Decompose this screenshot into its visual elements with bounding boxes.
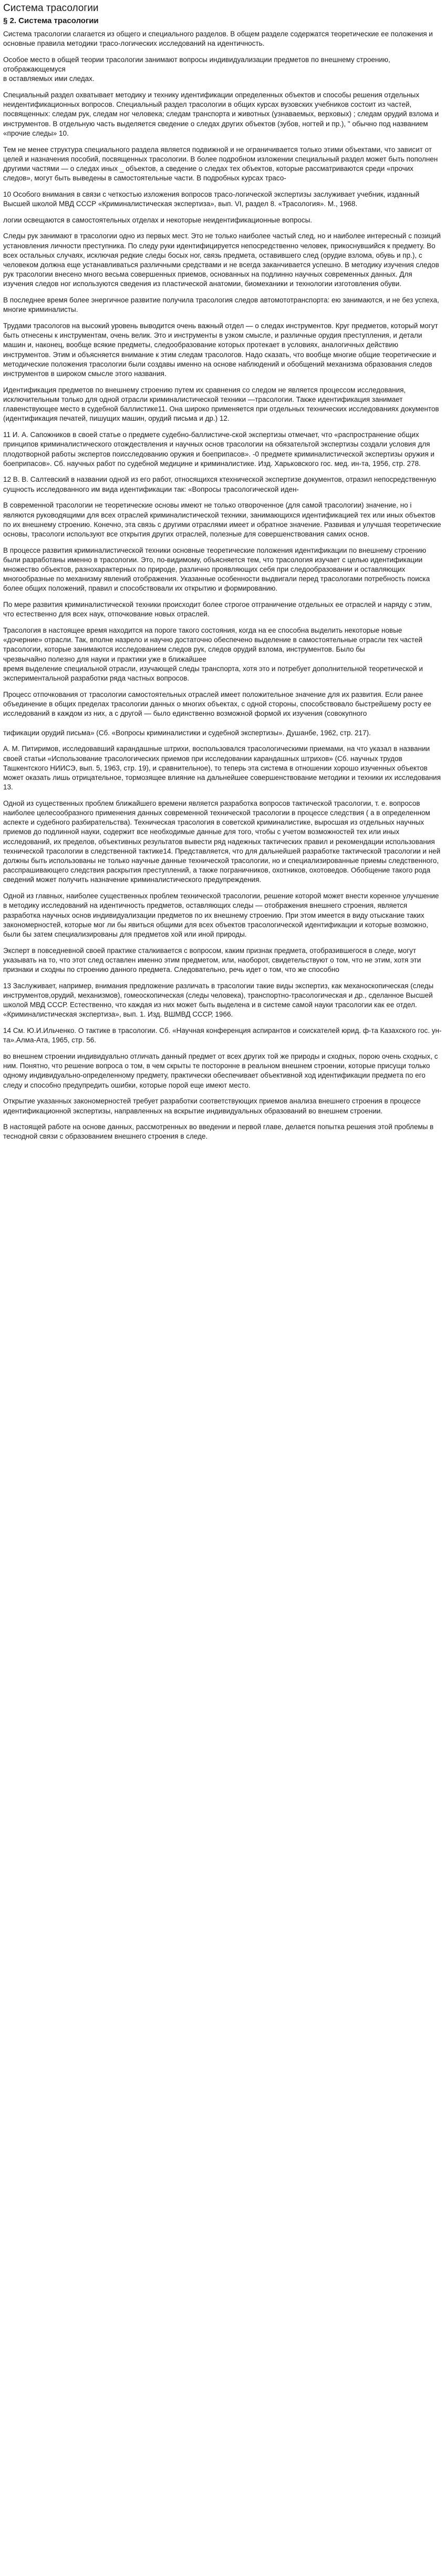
paragraph: Тем не менее структура специального раздела является подвижной и не ограничивается только этими объектами, что зависит от целей и назначения пособий, посвященных трасологии. В более подробном изложении специальный раздел может быть пополнен другими частями — о следах иных _ объектов, а сведение о следах тех объектов, которые рассматриваются среди «прочих следов», могут быть выведены в самостоятельные части. В подробных курсах трасо- [3,145,438,182]
paragraph: Трудами трасологов на высокий уровень выводится очень важный отдел — о следах инструментов. Круг предметов, который могут быть отнесены к инструментам, очень велик. Это и инструменты в узком смысле, и различные орудия преступления, и детали машин и, наконец, вообще всякие предметы, следообразование которых протекает в условиях, аналогичных действию инструментов. Этим и объясняется внимание к этим следам трасологов. Надо сказать, что вообще многие общие теоретические и методические положения трасологии были создавы именно на основе наблюдений и обобщений механизма образования следов инструментов в широком смысле этого названия. [3,322,438,378]
document-body [3,29,442,1142]
paragraph: Особое место в общей теории трасологии занимают вопросы индивидуализации предметов по внешнему строению, отображающемуся в оставляемых ими следах. [3,55,390,83]
paragraph: Следы рук занимают в трасологии одно из первых мест. Это не только наиболее частый след, но и наиболее интересный с позиций установления личности преступника. По следу руки идентифицируется непосредственно человек, прикоснувшийся к предмету. Во всех остальных случаях, исключая редкие следы босых ног, связь предмета, оставившего след (орудие взлома, обувь и пр.), с человеком должна еще устанавливаться различными средствами и не всегда заканчивается успешно. В методику изучения следов рук трасологии внесено много весьма совершенных приемов, основанных на подлинно научных современных данных. Для изучения следов ног используются сведения из пластической анатомии, биомеханики и технологии изготовления обуви. [3,232,441,288]
paragraph: В современной трасологии не теоретические основы имеют не только отвороченное (для самой трасологии) значение, но i являются руководящими для всех отраслей криминалистической техники, занимающихся идентификацией тех или иных объектов по их внешнему строению. Конечно, эта связь с другими отраслями имеет и обратное значение. Развивая и улучшая теоретические основы, трасологи используют все открытия других отраслей, полезные для совершенствования самих основ. [3,501,441,538]
paragraph: Одной из главных, наиболее существенных проблем технической трасологии, решение которой может внести коренное улучшение в методику исследований на идентичность предметов, оставляющих следы — отображения внешнего строения, является разработка научных основ индивидуализации предметов по их внешнему строению. При этом имеется в виду отыскание таких закономерностей, которые мог ли бы явиться общими для всех объектов трасологической идентификации и которые возможно, были бы затем специализированы для предметов хой или иной природы. [3,892,439,938]
paragraph: Трасология в настоящее время находится на пороге такого состояния, когда на ее способна выделить некоторые новые «дочерние» отрасли. Так, вполне назрело и научно достаточно обеспечено выделение в самостоятельные отрасли тех частей трасологии, которые занимаются исследованием следов рук, следов орудий взлома, инструментов. Было бы чрезвычайно полезно для науки и практики уже в ближайшее время выделение специальной отрасли, изучающей следы транспорта, хотя это и потребует дополнительной теоретической и экспериментальной разработки ряда частных вопросов. [3,626,423,683]
document-page [0,0,445,1159]
footnote: 13 Заслуживает, например, внимания предложение различать в трасологии такие виды экспертиз, как механоскопическая (следы инструментов,орудий, механизмов), гомеоскопическая (следы человека), транспортно-трасологическая и др., сделанное Высшей школой МВД СССР. Естественно, что каждая из них может быть выделена и в системе самой науки трасологии как ее отдел. «Криминалистическая экспертиза», вып. 1. Изд. ВШМВД СССР, 1966. [3,981,434,1019]
paragraph: А. М. Питиримов, исследовавший карандашные штрихи, воспользовался трасологическими приемами, на что указал в названии своей статьи «Использование трасологических приемов при исследовании карандашных штрихов» (Сб. научных трудов Ташкентского НИИСЭ, вып. 5, 1963, стр. 19), и сравнительное), то теперь эта система в отношении хорошо изученных объектов может оказать лишь отрицательное, тормозящее влияние на дальнейшее совершенствование методики и техники их исследования 13. [3,745,441,792]
page-title: Система трасологии [3,3,99,14]
paragraph: Идентификация предметов по внешнему строению путем их сравнения со следом не является процессом исследования, исключительным только для одной отрасли криминалистической техники —трасологии. Также идентификация занимает главенствующее место в судебной баллистике11. Она широко применяется при отдельных технических исследованиях документов (идентификация печатей, пишущих машин, орудий письма и др.) 12. [3,386,439,423]
paragraph: Открытие указанных закономерностей требует разработки соответствующих приемов анализа внешнего строения в процессе идентификационной экспертизы, направленных на вскрытие индивидуальных образований во внешнем строении. [3,1097,421,1115]
paragraph: По мере развития криминалистической техники происходит более строгое отграничение отдельных ее отраслей и наряду с этим, что естественно для всех наук, отпочкование новых отраслей. [3,601,432,618]
paragraph: Система трасологии слагается из общего и специального разделов. В общем разделе содержатся теоретические ее положения и основные правила методики трасо-логических исследований на идентичность. [3,30,433,48]
footnote: 10 Особого внимания в связи с четкостью изложения вопросов трасо-логической экспертизы заслуживает учебник, изданный Высшей школой МВД СССР «Криминалистическая экспертиза», вып. VI, раздел 8. «Трасология». М., 1968. [3,190,420,208]
paragraph: В процессе развития криминалистической техники основные теоретические положения идентификации по внешнему строению были разработаны именно в трасологии. Это, по-видимому, объясняется тем, что трасология изучает с целью идентификации множество объектов, разнохарактерных по природе, различно проявляющих себя при следообразовании и оставляющих многообразные по механизму явлений отображения. Указанные особенности выдвигали перед трасологами потребность поиска более общих положений, правил и способствовали их открытию и формированию. [3,546,430,593]
paragraph: Специальный раздел охватывает методику и технику идентификации определенных объектов и способы решения отдельных неидентификационных вопросов. Специальный раздел трасологии в общих курсах вузовских учебников состоит из частей, посвященных: следам рук, следам ног человека; следам транспорта и животных (узнаваемых, верховых) ; следам орудий взлома и инструментов. В отдельную часть выделяется сведение о следах других объектов (зубов, ногтей и пр.), " обычно под названием «прочие следы» 10. [3,91,439,137]
paragraph: Процесс отпочкования от трасологии самостоятельных отраслей имеет положительное значение для их развития. Если ранее объединение в общих пределах трасологии данных о многих объектах, с одной стороны, способствовало быстрейшему росту ее исследований в каждом из них, а с другой — было единственно возможной формой их изучения (совокупного тификации орудий письма» (Сб. «Вопросы криминалистики и судебной экспертизы». Душанбе, 1962, стр. 217). [3,690,431,737]
footnote: 11 И. А. Сапожников в своей статье о предмете судебно-баллистиче-ской экспертизы отмечает, что «распространение общих принципов криминалистического отождествления и научных основ трасологии на обязательтой экспертизы создали условия для плодотворной работы экспертов поисследованию оружия и боеприпасов». -0 предмете криминалистической экспертизы оружия и боеприпасов». Сб. научных работ по судебной медицине и криминалистике. Изд. Харьковского гос. мед. ин-та, 1956, стр. 278. [3,431,434,468]
paragraph: В настоящей работе на основе данных, рассмотренных во введении и первой главе, делается попытка решения этой проблемы в теснодной связи с образованием внешнего строения в следе. [3,1123,434,1141]
section-heading: § 2. Система трасологии [3,16,99,25]
paragraph: В последнее время более энергичное развитие получила трасология следов автомототранспорта: ею занимаются, и не без успеха, многие криминалисты. [3,296,439,314]
paragraph: Одной из существенных проблем ближайшего времени является разработка вопросов тактической трасологии, т. е. вопросов наиболее целесообразного применения данных современной технической трасологии в процессе следствия ( а в определенном аспекте и судебного разбирательства). Техническая трасология в советской криминалистике, выросшая из отдельных научных приемов до подлинной науки, содержит все необходимые данные для того, чтобы с учетом возможностей тех или иных исследований, их пределов, объективных результатов вывести ряд надежных тактических правил и рекомендации использования технической трасологии в следственной тактике14. Представляется, что для дальнейшей разработке тактической трасологии и ней должны быть использованы не только научные данные технической трасологии, но и специализированные приемы следственного, расспрашивающего следствия раскрытия преступлений, а также пограничников, охотников, охотоведов. Обобщение такого рода сведений может получить назначение криминалистического предупреждения. [3,799,441,884]
footnote: 12 В. В. Салтевский в названии одной из его работ, относящихся ктехнической экспертизе документов, отразил непосредственную сущность исследованного им вида идентификации так: «Вопросы трасологической иден- [3,475,437,493]
paragraph: во внешнем строении индивидуально отличать данный предмет от всех других той же природы и сходных, порою очень сходных, с ним. Понятно, что решение вопроса о том, в чем скрыты те посторонне в реальном внешнем строении, которые присущи только одному индивидуально-определенному предмету, практически обеспечивает объективной ход идентификации предмета по его следу и способно предупредить ошибки, которые порой еще имеют место. [3,1052,438,1089]
footnote: 14 См. Ю.И.Ильченко. О тактике в трасологии. Сб. «Научная конференция аспирантов и соискателей юрид. ф-та Казахского гос. ун-та».Алма-Ата, 1965, стр. 56. [3,1027,442,1044]
paragraph: Эксперт в повседневной своей практике сталкивается с вопросом, каким признак предмета, отобразившегося в следе, могут указывать на то, что этот след оставлен именно этим предметом, или, наоборот, свидетельствуют о том, что не этим, хотя эти признаки и сходны по строению данного предмета. Следовательно, речь идет о том, что же способно [3,946,421,974]
paragraph: логии освещаются в самостоятельных отделах и некоторые неидентификационные вопросы. [3,216,313,224]
